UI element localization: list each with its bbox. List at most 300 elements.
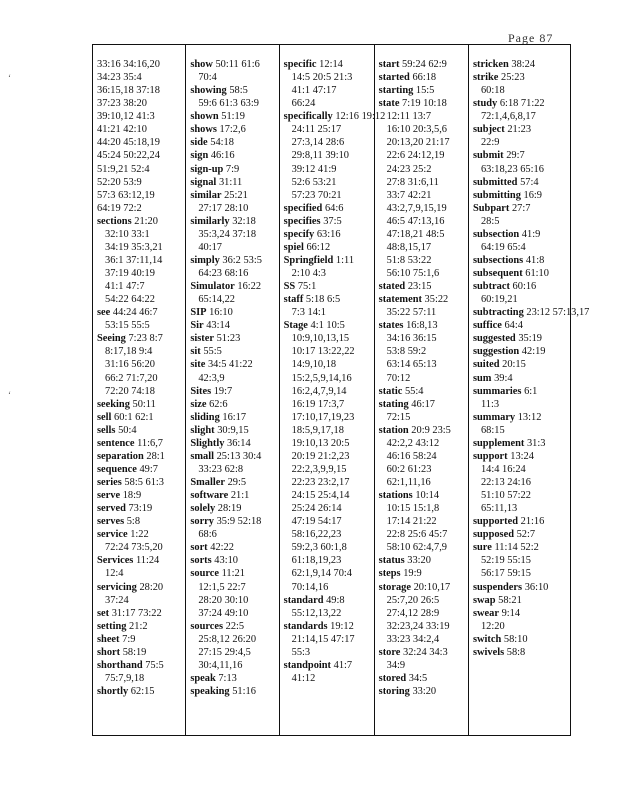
page-line-refs: 38:24 [511, 59, 536, 70]
page-line-refs: 15:2,5,9,14,16 [291, 372, 352, 384]
page-line-refs: 34:16 36:15 [386, 333, 437, 345]
index-term: swap [472, 594, 496, 606]
page-line-refs: 66:18 [412, 72, 437, 84]
page-line-refs: 70:4 [198, 72, 217, 84]
index-entry-continuation [473, 241, 570, 254]
index-entry [97, 659, 185, 685]
index-entry-continuation [190, 228, 278, 241]
index-term: submitted [472, 176, 518, 188]
index-entry-line [97, 463, 185, 476]
index-entry [97, 123, 185, 136]
index-entry-continuation [284, 398, 374, 411]
index-entry-line [97, 71, 185, 84]
page-line-refs: 64:19 65:4 [480, 241, 526, 253]
index-column-2 [186, 45, 279, 735]
page-line-refs: 64:4 [504, 320, 523, 332]
index-entry [190, 189, 278, 215]
index-entry-line [379, 398, 468, 411]
index-entry-line [473, 646, 570, 659]
page-line-refs: 48:8,15,17 [386, 241, 432, 253]
index-term: serves [97, 516, 125, 528]
page-line-refs: 12:4 [105, 568, 124, 580]
index-entry [379, 554, 468, 567]
page-line-refs: 25:13 30:4 [216, 450, 262, 462]
index-entry [97, 620, 185, 633]
page-line-refs: 16:8,13 [406, 320, 438, 332]
page-line-refs: 66:2 71:7,20 [105, 372, 158, 384]
index-entry-continuation [379, 110, 468, 123]
page-line-refs: 36:14 [227, 437, 251, 449]
page-line-refs: 30:4,11,16 [198, 659, 243, 671]
page-line-refs: 42:2,2 43:12 [386, 437, 440, 449]
index-entry [97, 554, 185, 580]
page-line-refs: 12:1,5 22:7 [198, 581, 246, 593]
index-entry-line [379, 293, 468, 306]
page-line-refs: 27:3,14 28:6 [291, 137, 345, 149]
page-line-refs: 52:19 55:15 [480, 555, 531, 567]
index-term: SIP [190, 307, 207, 319]
index-entry-continuation [379, 502, 468, 515]
index-entry-continuation [473, 424, 570, 437]
index-column-3 [280, 45, 386, 735]
index-term: sign-up [190, 163, 224, 175]
index-term: solely [190, 503, 216, 515]
index-entry-line [97, 685, 185, 698]
index-entry-continuation [284, 502, 374, 515]
index-term: strike [472, 72, 499, 84]
index-entry-continuation [379, 241, 468, 254]
index-term: sure [472, 542, 492, 554]
page-line-refs: 44:24 46:7 [112, 307, 158, 319]
index-entry [97, 163, 185, 176]
page-line-refs: 32:10 33:1 [105, 228, 150, 240]
index-entry-continuation [379, 515, 468, 528]
index-entry-line [97, 163, 185, 176]
index-entry [473, 358, 570, 371]
page-line-refs: 7:19 10:18 [402, 98, 447, 110]
index-entry-line [97, 620, 185, 633]
index-entry [284, 58, 374, 110]
index-entry [190, 123, 278, 136]
index-entry-line [379, 672, 468, 685]
index-entry-line [190, 58, 278, 71]
index-term: sum [472, 372, 492, 384]
page-line-refs: 37:24 49:10 [198, 607, 249, 619]
index-term: stating [378, 398, 409, 410]
index-entry-line [97, 202, 185, 215]
index-entry [379, 385, 468, 398]
index-entry-continuation [190, 372, 278, 385]
page-line-refs: 55:4 [404, 385, 424, 397]
index-term: see [97, 307, 111, 319]
page-line-refs: 12:16 19:12 [335, 111, 386, 123]
index-entry-line [190, 672, 278, 685]
page-line-refs: 72:15 [386, 411, 411, 423]
page-line-refs: 32:23,24 33:19 [386, 620, 450, 632]
index-term: starting [378, 85, 414, 97]
index-entry-line [97, 306, 185, 319]
page-line-refs: 50:11 [132, 398, 156, 410]
index-term: subject [472, 124, 505, 136]
index-entry-line [284, 594, 374, 607]
index-term: short [97, 646, 121, 658]
index-term: similarly [190, 215, 230, 227]
index-entry-line [97, 176, 185, 189]
index-entry [97, 189, 185, 202]
page-line-refs: 14:5 20:5 21:3 [291, 72, 353, 84]
page-line-refs: 5:18 6:5 [305, 294, 341, 306]
index-entry-continuation [379, 306, 468, 319]
index-entry-line [97, 332, 185, 345]
index-term: sentence [97, 437, 135, 449]
index-entry-continuation [284, 541, 374, 554]
index-entry-line [97, 398, 185, 411]
page-line-refs: 54:18 [210, 137, 234, 149]
index-entry [473, 97, 570, 123]
index-entry-line [97, 437, 185, 450]
index-term: subtracting [472, 307, 524, 319]
index-entry-line [190, 189, 278, 202]
index-entry-line [190, 280, 278, 293]
page-line-refs: 41:8 [525, 254, 545, 266]
index-entry-continuation [190, 594, 278, 607]
index-entry-line [97, 424, 185, 437]
index-entry-line [473, 385, 570, 398]
page-line-refs: 57:4 [520, 176, 539, 188]
page-line-refs: 31:17 73:22 [111, 607, 162, 619]
index-entry-continuation [379, 228, 468, 241]
index-entry-continuation [284, 528, 374, 541]
page-line-refs: 64:6 [324, 202, 344, 214]
index-entry-line [284, 293, 374, 306]
page-line-refs: 51:8 53:22 [386, 254, 432, 266]
index-entry-continuation [473, 489, 570, 502]
page-line-refs: 59:24 62:9 [402, 59, 447, 70]
page-line-refs: 20:19 21:2,23 [291, 450, 350, 462]
page-line-refs: 20:13,20 21:17 [386, 137, 450, 149]
index-entry [97, 332, 185, 397]
index-entry-continuation [97, 280, 185, 293]
index-entry-line [473, 267, 570, 280]
index-entry-line [379, 424, 468, 437]
index-entry [473, 176, 570, 189]
index-entry [97, 202, 185, 215]
index-entry-continuation [284, 633, 374, 646]
page-line-refs: 35:19 [518, 333, 542, 345]
index-entry [473, 411, 570, 437]
page-line-refs: 51:16 [232, 686, 256, 697]
index-term: start [378, 59, 400, 70]
index-entry [190, 424, 278, 437]
index-term: size [190, 398, 207, 410]
index-entry-continuation [284, 515, 374, 528]
index-entry-continuation [379, 463, 468, 476]
index-entry [473, 646, 570, 659]
index-entry [97, 685, 185, 698]
page-line-refs: 28:1 [146, 450, 165, 462]
page-line-refs: 39:10,12 41:3 [97, 111, 155, 123]
index-entry [379, 685, 468, 698]
page-line-refs: 23:12 57:13,17 [526, 307, 590, 319]
page-line-refs: 52:7 [516, 529, 536, 541]
page-line-refs: 12:14 [319, 59, 343, 70]
page-line-refs: 22:9 [480, 137, 500, 149]
index-term: states [378, 320, 404, 332]
page-line-refs: 59:6 61:3 63:9 [198, 98, 259, 110]
index-entry-continuation [379, 149, 468, 162]
index-entry-line [190, 541, 278, 554]
index-entry [473, 267, 570, 280]
page-line-refs: 27:7 [511, 202, 531, 214]
index-entry [190, 567, 278, 619]
index-entry-continuation [473, 110, 570, 123]
index-entry-line [473, 607, 570, 620]
page-line-refs: 11:21 [221, 568, 245, 580]
index-entry [190, 58, 278, 84]
index-term: sister [190, 333, 214, 345]
page-line-refs: 21:1 [230, 490, 250, 502]
index-entry-line [473, 280, 570, 293]
index-entry [379, 424, 468, 489]
index-term: supplement [472, 437, 525, 449]
page-line-refs: 52:20 53:9 [97, 176, 142, 188]
index-term: shortly [97, 686, 129, 697]
index-entry-continuation [379, 594, 468, 607]
page-line-refs: 22:13 24:16 [480, 477, 531, 488]
index-entry [473, 385, 570, 411]
page-line-refs: 46:17 [411, 398, 435, 410]
index-term: service [97, 529, 128, 541]
page-line-refs: 25:23 [501, 72, 525, 84]
index-entry [97, 450, 185, 463]
index-entry-line [284, 228, 374, 241]
page-line-refs: 35:22 57:11 [386, 307, 437, 319]
index-term: swear [472, 607, 499, 619]
index-entry [97, 646, 185, 659]
index-entry-continuation [97, 254, 185, 267]
index-entry-line [97, 58, 185, 71]
index-entry [190, 672, 278, 685]
index-entry-line [97, 123, 185, 136]
page-line-refs: 42:22 [210, 542, 234, 554]
page-line-refs: 20:15 [502, 359, 526, 371]
page-line-refs: 21:20 [134, 215, 158, 227]
index-entry [190, 385, 278, 398]
page-line-refs: 1:22 [130, 529, 149, 541]
page-line-refs: 22:8 25:6 45:7 [386, 529, 448, 541]
page-line-refs: 33:20 [412, 686, 437, 697]
index-term: Springfield [283, 254, 334, 266]
index-term: supported [472, 516, 519, 528]
index-entry-continuation [473, 463, 570, 476]
index-entry-line [473, 228, 570, 241]
index-entry [97, 424, 185, 437]
index-term: sheet [97, 633, 120, 645]
page-line-refs: 41:21 42:10 [97, 124, 147, 136]
index-term: submitting [472, 189, 521, 201]
page-line-refs: 58:5 61:3 [124, 477, 164, 488]
page-line-refs: 51:19 [221, 111, 245, 123]
page-line-refs: 19:10,13 20:5 [291, 437, 350, 449]
page-line-refs: 12:20 [480, 620, 505, 632]
index-entry [97, 110, 185, 123]
index-term: steps [378, 568, 401, 580]
index-entry [190, 163, 278, 176]
page-line-refs: 53:8 59:2 [386, 346, 427, 358]
index-entry-continuation [97, 319, 185, 332]
page-line-refs: 25:7,20 26:5 [386, 594, 440, 606]
index-entry-line [379, 319, 468, 332]
index-term: speaking [190, 686, 230, 697]
index-entry-continuation [473, 84, 570, 97]
index-entry-continuation [97, 594, 185, 607]
index-entry-line [379, 567, 468, 580]
page-line-refs: 7:23 8:7 [128, 333, 163, 345]
index-term: subtract [472, 281, 510, 293]
index-term: sections [97, 215, 132, 227]
index-term: shows [190, 124, 217, 136]
index-entry-line [97, 502, 185, 515]
index-entry-continuation [284, 358, 374, 371]
page-line-refs: 72:1,4,6,8,17 [480, 111, 536, 123]
page-line-refs: 11:6,7 [137, 437, 164, 449]
page-line-refs: 11:24 [135, 555, 160, 567]
page-line-refs: 57:23 70:21 [291, 189, 342, 201]
page-line-refs: 46:16 58:24 [386, 450, 437, 462]
index-entry [190, 437, 278, 450]
index-entry [97, 581, 185, 607]
index-term: small [190, 450, 214, 462]
index-term: stored [378, 672, 407, 684]
page-line-refs: 36:1 37:11,14 [105, 254, 163, 266]
index-entry [190, 502, 278, 515]
index-entry-continuation [284, 567, 374, 580]
index-term: source [190, 568, 219, 580]
index-entry-line [284, 280, 374, 293]
page-line-refs: 13:24 [510, 450, 534, 462]
index-entry [190, 411, 278, 424]
page-line-refs: 58:10 62:4,7,9 [386, 542, 447, 554]
page-line-refs: 58:19 [122, 646, 147, 658]
page-line-refs: 39:12 41:9 [291, 163, 337, 175]
page-line-refs: 45:24 50:22,24 [97, 150, 160, 162]
page-line-refs: 73:19 [128, 503, 153, 515]
page-line-refs: 36:2 53:5 [222, 254, 262, 266]
page-line-refs: 21:23 [507, 124, 532, 136]
index-entry [190, 280, 278, 306]
index-entry-continuation [190, 71, 278, 84]
index-term: specify [283, 228, 315, 240]
index-entry-line [190, 502, 278, 515]
page-line-refs: 8:17,18 9:4 [105, 346, 153, 358]
index-term: submit [472, 150, 504, 162]
index-entry-line [190, 567, 278, 580]
index-entry-continuation [284, 372, 374, 385]
index-entry [97, 607, 185, 620]
index-entry-line [473, 58, 570, 71]
index-entry-line [379, 581, 468, 594]
index-entry-continuation [379, 620, 468, 633]
index-entry-line [97, 450, 185, 463]
index-entry-continuation [379, 450, 468, 463]
index-term: setting [97, 620, 127, 632]
page-line-refs: 22:5 [225, 620, 245, 632]
page-line-refs: 2:10 4:3 [291, 268, 327, 279]
index-entry [473, 581, 570, 594]
index-entry [190, 215, 278, 254]
index-entry-continuation [473, 567, 570, 580]
page-line-refs: 60:18 [480, 85, 505, 97]
page-line-refs: 49:7 [139, 463, 158, 475]
index-entry-line [97, 581, 185, 594]
index-entry-line [190, 554, 278, 567]
page-line-refs: 19:9 [403, 568, 422, 580]
index-entry-continuation [284, 149, 374, 162]
index-entry-line [190, 437, 278, 450]
index-entry [473, 123, 570, 149]
index-column-5 [469, 45, 590, 735]
index-entry-continuation [284, 345, 374, 358]
index-term: sell [97, 411, 112, 423]
index-entry [379, 567, 468, 580]
page-line-refs: 58:5 [229, 85, 248, 97]
index-entry [97, 136, 185, 149]
index-entry-line [97, 528, 185, 541]
index-term: summaries [472, 385, 522, 397]
index-entry-continuation [190, 633, 278, 646]
index-entry-line [379, 646, 468, 659]
index-entry-line [473, 254, 570, 267]
index-entry [190, 554, 278, 567]
page-line-refs: 21:16 [520, 516, 545, 528]
page-line-refs: 10:14 [415, 490, 440, 502]
index-entry-continuation [190, 463, 278, 476]
index-entry-continuation [284, 554, 374, 567]
page-line-refs: 12:11 13:7 [386, 111, 432, 123]
page-line-refs: 64:19 72:2 [97, 202, 142, 214]
index-term: station [378, 424, 409, 436]
page-line-refs: 27:17 28:10 [198, 202, 249, 214]
index-entry [97, 176, 185, 189]
index-entry [473, 202, 570, 228]
page-line-refs: 34:9 [386, 659, 406, 671]
index-entry-line [473, 189, 570, 202]
page-line-refs: 47:18,21 48:5 [386, 228, 445, 240]
index-entry [190, 620, 278, 672]
index-entry [284, 228, 374, 241]
index-entry [473, 450, 570, 515]
index-entry-line [190, 424, 278, 437]
index-entry-line [473, 319, 570, 332]
index-entry-line [97, 489, 185, 502]
page-line-refs: 28:19 [217, 503, 242, 515]
page-line-refs: 27:8 31:6,11 [386, 176, 439, 188]
index-entry-line [97, 110, 185, 123]
index-entry-line [473, 594, 570, 607]
index-entry-line [97, 476, 185, 489]
index-entry-line [97, 515, 185, 528]
page-line-refs: 28:20 [139, 581, 164, 593]
page-line-refs: 16:19 17:3,7 [291, 398, 345, 410]
page-line-refs: 50:4 [118, 424, 137, 436]
index-term: swivels [472, 646, 505, 658]
page-line-refs: 9:14 [501, 607, 521, 619]
page-line-refs: 55:12,13,22 [291, 607, 342, 619]
index-term: Stage [283, 320, 308, 332]
page-line-refs: 22:6 24:12,19 [386, 150, 445, 162]
index-term: sorry [190, 516, 214, 528]
index-entry [283, 110, 386, 201]
